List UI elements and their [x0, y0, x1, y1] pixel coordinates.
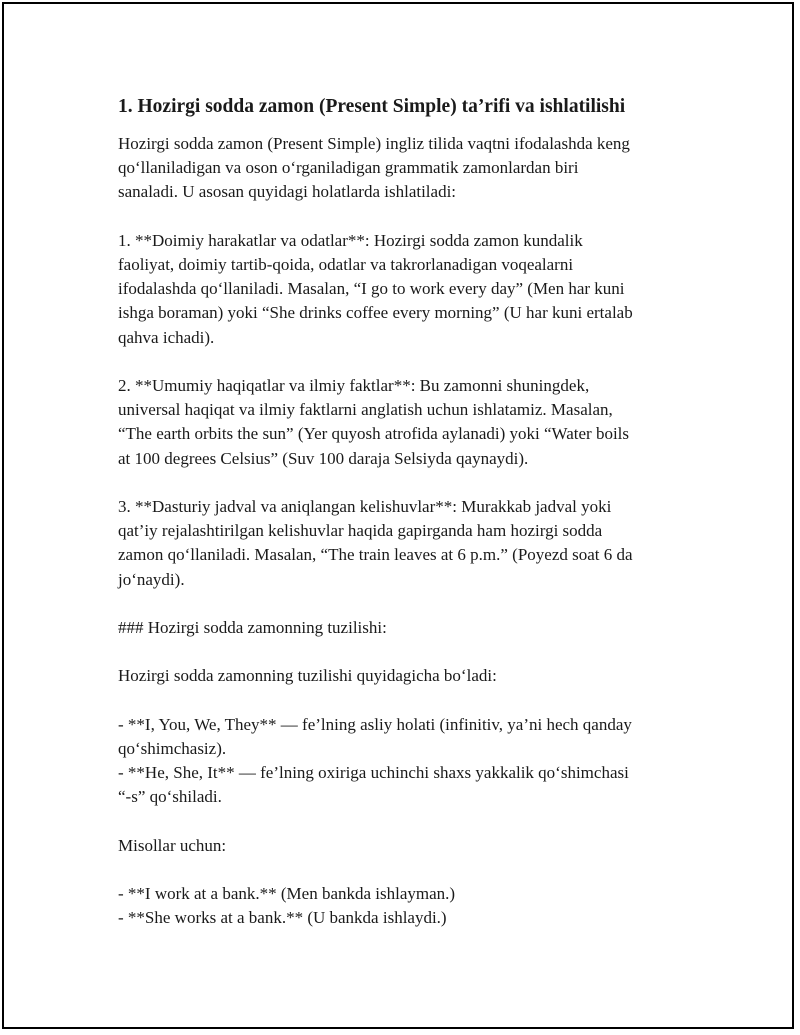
text-line: 3. **Dasturiy jadval va aniqlangan kelishuvlar**: Murakkab jadval yoki	[118, 497, 612, 516]
paragraph-structure-heading	[118, 616, 688, 640]
text-line: ishga boraman) yoki “She drinks coffee every morning” (U har kuni ertalab	[118, 303, 633, 323]
text-line: 2. **Umumiy haqiqatlar va ilmiy faktlar**: Bu zamonni shuningdek,	[118, 376, 590, 395]
text-line: jo‘naydi).	[118, 569, 185, 589]
paragraph-intro	[118, 132, 688, 205]
document-title: 1. Hozirgi sodda zamon (Present Simple) ta’rifi va ishlatilishi	[118, 96, 626, 117]
list-item-line: - **I, You, We, They** — fe’lning asliy holati (infinitiv, ya’ni hech qanday	[118, 714, 632, 734]
text-line: 1. **Doimiy harakatlar va odatlar**: Hozirgi sodda zamon kundalik	[118, 230, 583, 250]
paragraph-structure-intro	[118, 664, 688, 688]
paragraph-facts	[118, 374, 688, 471]
text-line: qat’iy rejalashtirilgan kelishuvlar haqida gapirganda ham hozirgi sodda	[118, 521, 603, 541]
text-line: universal haqiqat va ilmiy faktlarni anglatish uchun ishlatamiz. Masalan,	[118, 400, 613, 420]
text-line: ifodalashda qo‘llaniladi. Masalan, “I go to work every day” (Men har kuni	[118, 279, 625, 299]
paragraph-examples-label	[118, 834, 688, 858]
text-line: faoliyat, doimiy tartib-qoida, odatlar va takrorlanadigan voqealarni	[118, 255, 574, 274]
paragraph-schedule	[118, 495, 688, 592]
text-line: qahva ichadi).	[118, 327, 215, 347]
text-line: at 100 degrees Celsius” (Suv 100 daraja Selsiyda qaynaydi).	[118, 448, 529, 468]
list-item-line: - **She works at a bank.** (U bankda ishlaydi.)	[118, 908, 447, 928]
text-line: ### Hozirgi sodda zamonning tuzilishi:	[118, 618, 387, 637]
text-line: qo‘llaniladigan va oson o‘rganiladigan grammatik zamonlardan biri	[118, 158, 579, 178]
list-item-line: - **I work at a bank.** (Men bankda ishlayman.)	[118, 884, 456, 904]
text-line: Hozirgi sodda zamon (Present Simple) ingliz tilida vaqtni ifodalashda keng	[118, 134, 630, 153]
paragraph-habits	[118, 229, 688, 350]
text-line: Misollar uchun:	[118, 835, 227, 855]
list-item-line: - **He, She, It** — fe’lning oxiriga uchinchi shaxs yakkalik qo‘shimchasi	[118, 763, 629, 783]
text-line: “The earth orbits the sun” (Yer quyosh atrofida aylanadi) yoki “Water boils	[118, 424, 630, 444]
text-line: sanaladi. U asosan quyidagi holatlarda ishlatiladi:	[118, 182, 457, 202]
list-item-line: qo‘shimchasiz).	[118, 738, 227, 758]
document-body	[118, 94, 688, 955]
text-line: Hozirgi sodda zamonning tuzilishi quyidagicha bo‘ladi:	[118, 666, 497, 686]
paragraph-examples-list	[118, 882, 688, 930]
list-item-line: “-s” qo‘shiladi.	[118, 787, 222, 807]
paragraph-structure-list	[118, 713, 688, 810]
text-line: zamon qo‘llaniladi. Masalan, “The train leaves at 6 p.m.” (Poyezd soat 6 da	[118, 545, 633, 565]
